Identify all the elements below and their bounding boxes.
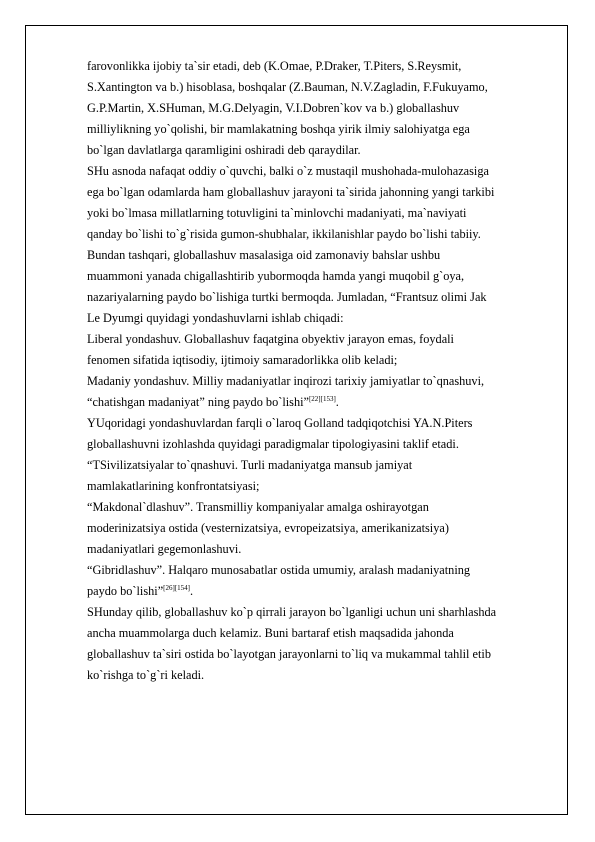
text-fragment: . — [190, 584, 194, 598]
text-line: SHunday qilib, globallashuv ko`p qirrali jarayon bo`lganligi uchun uni sharhlashda — [87, 605, 497, 619]
text-line: farovonlikka ijobiy ta`sir etadi, deb (K.Omae, P.Draker, T.Piters, S.Reysmit, — [87, 59, 462, 73]
text-line: moderinizatsiya ostida (vesternizatsiya, evropeizatsiya, amerikanizatsiya) — [87, 521, 449, 535]
reference-marker: [22][153] — [308, 394, 336, 403]
text-line: Madaniy yondashuv. Milliy madaniyatlar inqirozi tarixiy jamiyatlar to`qnashuvi, — [87, 374, 485, 388]
text-line: madaniyatlari gegemonlashuvi. — [87, 542, 242, 556]
text-fragment: . — [335, 395, 339, 409]
text-line: YUqoridagi yondashuvlardan farqli o`laroq Golland tadqiqotchisi YA.N.Piters — [87, 416, 473, 430]
text-line: “TSivilizatsiyalar to`qnashuvi. Turli madaniyatga mansub jamiyat — [87, 458, 413, 472]
text-line: ega bo`lgan odamlarda ham globallashuv jarayoni ta`sirida jahonning yangi tarkibi — [87, 185, 495, 199]
text-line: muammoni yanada chigallashtirib yubormoqda hamda yangi muqobil g`oya, — [87, 269, 465, 283]
text-line: fenomen sifatida iqtisodiy, ijtimoiy samaradorlikka olib keladi; — [87, 353, 398, 367]
text-line: Le Dyumgi quyidagi yondashuvlarni ishlab chiqadi: — [87, 311, 344, 325]
text-line: mamlakatlarining konfrontatsiyasi; — [87, 479, 260, 493]
document-body — [87, 56, 587, 686]
text-line-with-reference — [87, 392, 587, 413]
text-line: ko`rishga to`g`ri keladi. — [87, 668, 205, 682]
text-line: G.P.Martin, X.SHuman, M.G.Delyagin, V.I.Dobren`kov va b.) globallashuv — [87, 101, 460, 115]
text-line: Liberal yondashuv. Globallashuv faqatgina obyektiv jarayon emas, foydali — [87, 332, 454, 346]
text-line: “Makdonal`dlashuv”. Transmilliy kompaniyalar amalga oshirayotgan — [87, 500, 429, 514]
text-line: globallashuv ta`siri ostida bo`layotgan jarayonlarni to`liq va mukammal tahlil etib — [87, 647, 491, 661]
reference-marker: [26][154] — [163, 583, 190, 592]
text-line: globallashuvni izohlashda quyidagi paradigmalar tipologiyasini taklif etadi. — [87, 437, 459, 451]
text-line: ancha muammolarga duch kelamiz. Buni bartaraf etish maqsadida jahonda — [87, 626, 454, 640]
text-line: Bundan tashqari, globallashuv masalasiga oid zamonaviy bahslar ushbu — [87, 248, 441, 262]
text-line-with-reference — [87, 581, 587, 602]
text-line: “Gibridlashuv”. Halqaro munosabatlar ostida umumiy, aralash madaniyatning — [87, 563, 471, 577]
text-fragment: “chatishgan madaniyat” ning paydo bo`lishi” — [87, 395, 309, 409]
text-line: milliylikning yo`qolishi, bir mamlakatning boshqa yirik ilmiy salohiyatga ega — [87, 122, 470, 136]
text-line: SHu asnoda nafaqat oddiy o`quvchi, balki o`z mustaqil mushohada-mulohazasiga — [87, 164, 489, 178]
text-line: yoki bo`lmasa millatlarning totuvligini ta`minlovchi madaniyati, ma`naviyati — [87, 206, 467, 220]
text-line: bo`lgan davlatlarga qaramligini oshiradi deb qaraydilar. — [87, 143, 361, 157]
text-line: qanday bo`lishi to`g`risida gumon-shubhalar, ikkilanishlar paydo bo`lishi tabiiy. — [87, 227, 481, 241]
text-line: nazariyalarning paydo bo`lishiga turtki bermoqda. Jumladan, “Frantsuz olimi Jak — [87, 290, 487, 304]
text-fragment: paydo bo`lishi” — [87, 584, 164, 598]
text-line: S.Xantington va b.) hisoblasa, boshqalar (Z.Bauman, N.V.Zagladin, F.Fukuyamo, — [87, 80, 488, 94]
